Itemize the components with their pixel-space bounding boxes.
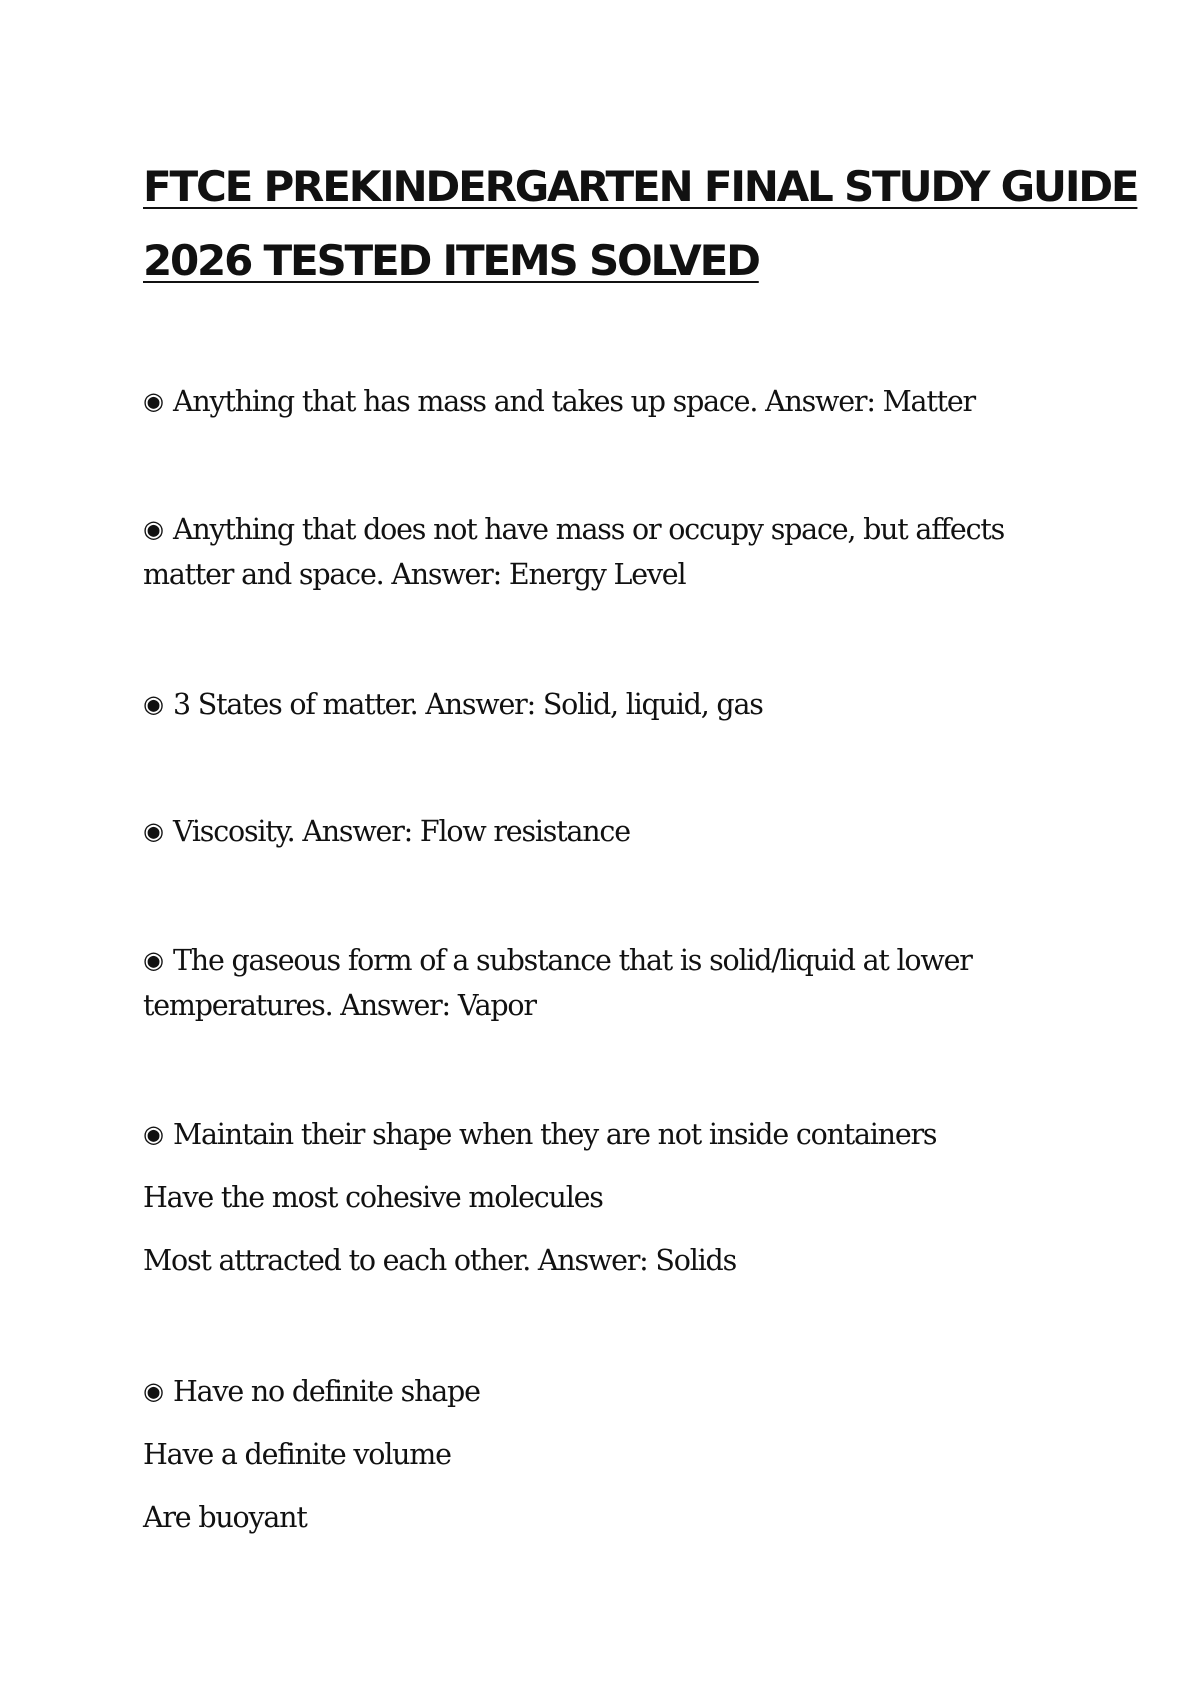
list-item-continuation <box>143 983 1073 1029</box>
list-item <box>143 378 1073 425</box>
document-title <box>143 150 1138 298</box>
bullet-icon: ◉ <box>143 387 164 415</box>
item-text: matter and space. Answer: Energy Level <box>143 558 686 591</box>
list-item <box>143 506 1073 553</box>
list-item <box>143 937 1073 984</box>
item-text: Maintain their shape when they are not inside containers <box>173 1118 937 1151</box>
item-text: Are buoyant <box>143 1501 307 1534</box>
title-line-2: 2026 TESTED ITEMS SOLVED <box>143 236 759 285</box>
bullet-icon: ◉ <box>143 946 164 974</box>
item-text: The gaseous form of a substance that is solid/liquid at lower <box>173 944 972 977</box>
item-text: Have the most cohesive molecules <box>143 1181 603 1214</box>
item-text: Anything that has mass and takes up space. Answer: Matter <box>173 385 975 418</box>
bullet-icon: ◉ <box>143 1120 164 1148</box>
list-item-continuation <box>143 552 1073 598</box>
bullet-icon: ◉ <box>143 515 164 543</box>
item-text: Have a definite volume <box>143 1438 451 1471</box>
bullet-icon: ◉ <box>143 690 164 718</box>
bullet-icon: ◉ <box>143 1377 164 1405</box>
list-item <box>143 808 1073 855</box>
list-item <box>143 681 1073 728</box>
list-item <box>143 1368 1073 1415</box>
list-item-continuation <box>143 1495 1073 1541</box>
list-item-continuation <box>143 1432 1073 1478</box>
item-text: Viscosity. Answer: Flow resistance <box>173 815 630 848</box>
title-line-1: FTCE PREKINDERGARTEN FINAL STUDY GUIDE <box>143 162 1138 211</box>
bullet-icon: ◉ <box>143 817 164 845</box>
item-text: Have no definite shape <box>173 1375 480 1408</box>
item-text: Most attracted to each other. Answer: Solids <box>143 1244 737 1277</box>
item-text: 3 States of matter. Answer: Solid, liquid, gas <box>173 688 763 721</box>
item-text: temperatures. Answer: Vapor <box>143 989 536 1022</box>
list-item-continuation <box>143 1175 1073 1221</box>
list-item-continuation <box>143 1238 1073 1284</box>
item-text: Anything that does not have mass or occupy space, but affects <box>173 513 1005 546</box>
list-item <box>143 1111 1073 1158</box>
